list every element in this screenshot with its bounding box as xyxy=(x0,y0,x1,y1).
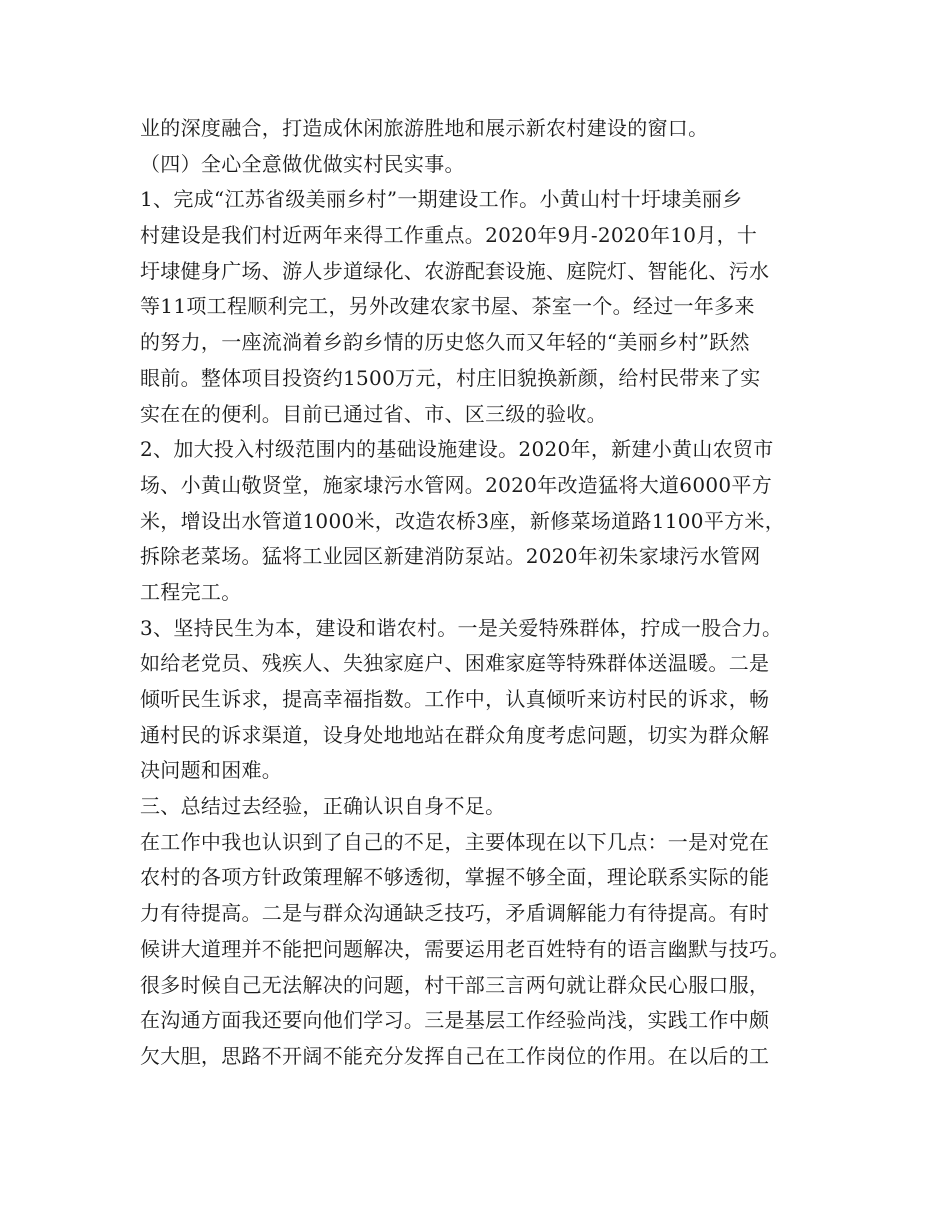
text-line: 倾听民生诉求，提高幸福指数。工作中，认真倾听来访村民的诉求，畅 xyxy=(140,687,770,711)
text-line: 2、加大投入村级范围内的基础设施建设。2020年，新建小黄山农贸市 xyxy=(140,437,774,462)
text-line: 农村的各项方针政策理解不够透彻，掌握不够全面，理论联系实际的能 xyxy=(140,865,770,890)
text-line: 决问题和困难。 xyxy=(140,758,283,783)
text-line: 候讲大道理并不能把问题解决，需要运用老百姓特有的语言幽默与技巧。 xyxy=(140,936,790,961)
text-line: 米，增设出水管道1000米，改造农桥3座，新修菜场道路1100平方米， xyxy=(140,508,786,533)
text-line: 工程完工。 xyxy=(140,579,242,604)
section-heading: 三、总结过去经验，正确认识自身不足。 xyxy=(140,794,506,819)
text-line: 3、坚持民生为本，建设和谐农村。一是关爱特殊群体，拧成一股合力。 xyxy=(140,615,783,640)
text-line: 等11项工程顺利完工，另外改建农家书屋、茶室一个。经过一年多来 xyxy=(140,294,755,319)
text-line: 的努力，一座流淌着乡韵乡情的历史悠久而又年轻的“美丽乡村”跃然 xyxy=(140,330,750,355)
text-line: 业的深度融合，打造成休闲旅游胜地和展示新农村建设的窗口。 xyxy=(140,116,709,140)
text-line: 在工作中我也认识到了自己的不足，主要体现在以下几点：一是对党在 xyxy=(140,829,770,854)
document-body xyxy=(140,111,830,1075)
text-line: 村建设是我们村近两年来得工作重点。2020年9月-2020年10月，十 xyxy=(140,223,758,248)
text-line: 实在在的便利。目前已通过省、市、区三级的验收。 xyxy=(140,401,607,426)
text-line: 力有待提高。二是与群众沟通缺乏技巧，矛盾调解能力有待提高。有时 xyxy=(140,901,770,926)
text-line: 场、小黄山敬贤堂，施家埭污水管网。2020年改造猛将大道6000平方 xyxy=(140,472,772,497)
section-heading: （四）全心全意做优做实村民实事。 xyxy=(140,151,465,176)
text-line: 1、完成“江苏省级美丽乡村”一期建设工作。小黄山村十圩埭美丽乡 xyxy=(140,187,743,212)
text-line: 拆除老菜场。猛将工业园区新建消防泵站。2020年初朱家埭污水管网 xyxy=(140,544,761,569)
text-line: 很多时候自己无法解决的问题，村干部三言两句就让群众民心服口服， xyxy=(140,972,770,997)
text-line: 如给老党员、残疾人、失独家庭户、困难家庭等特殊群体送温暖。二是 xyxy=(140,651,770,676)
text-line: 圩埭健身广场、游人步道绿化、农游配套设施、庭院灯、智能化、污水 xyxy=(140,258,770,283)
text-line: 通村民的诉求渠道，设身处地地站在群众角度考虑问题，切实为群众解 xyxy=(140,722,770,747)
text-line: 在沟通方面我还要向他们学习。三是基层工作经验尚浅，实践工作中颇 xyxy=(140,1008,770,1033)
text-line: 眼前。整体项目投资约1500万元，村庄旧貌换新颜，给村民带来了实 xyxy=(140,365,761,390)
text-line: 欠大胆，思路不开阔不能充分发挥自己在工作岗位的作用。在以后的工 xyxy=(140,1043,770,1068)
